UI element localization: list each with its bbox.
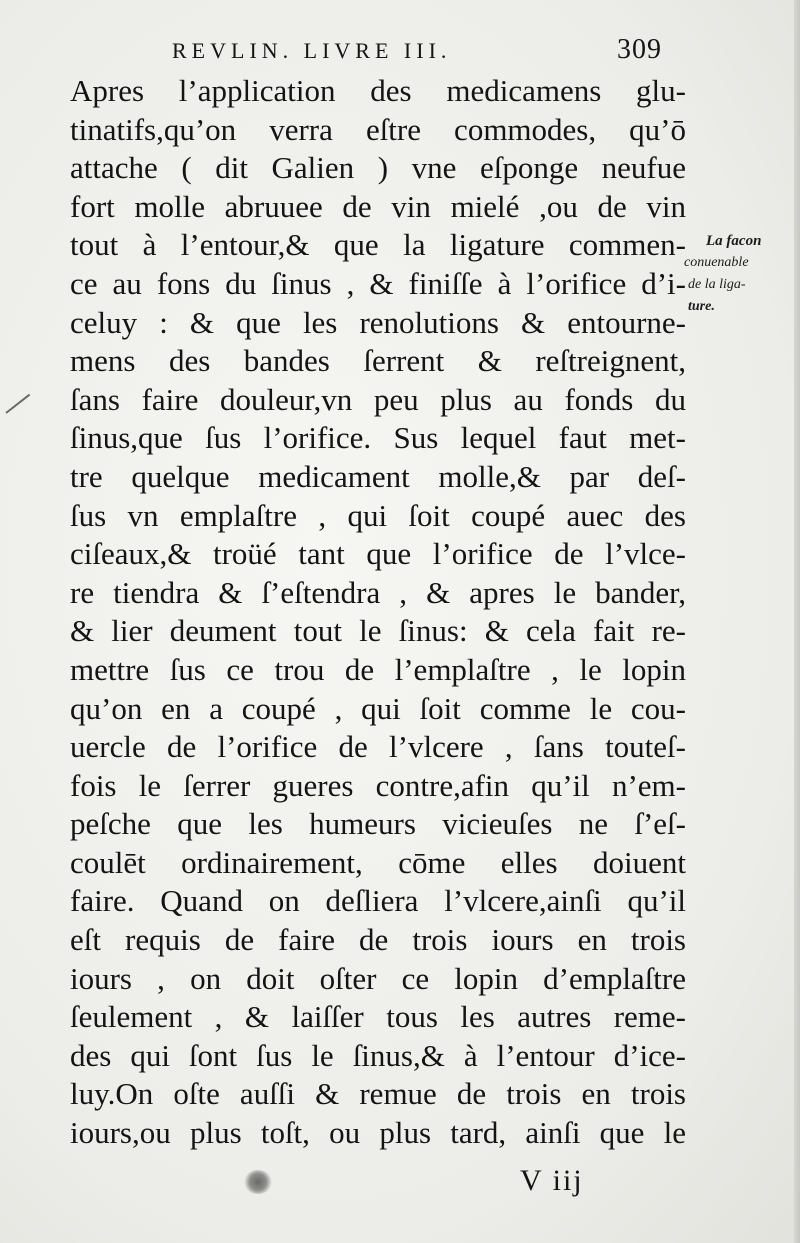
page-edge xyxy=(794,0,800,1243)
text-line: iours , on doit oſter ce lopin d’emplaſtre xyxy=(70,960,686,996)
text-line: coulēt ordinairement, cōme elles doiuent xyxy=(70,844,686,880)
text-line: ce au fons du ſinus , & finiſſe à l’orifice d’i- xyxy=(70,265,686,301)
text-line: iours,ou plus toſt, ou plus tard, ainſi que le xyxy=(70,1115,686,1151)
text-line: attache ( dit Galien ) vne eſponge neufue xyxy=(70,150,686,186)
text-line: mettre ſus ce trou de l’emplaſtre , le lopin xyxy=(70,651,686,687)
text-line: peſche que les humeurs vicieuſes ne ſ’eſ- xyxy=(70,806,686,842)
text-line: re tiendra & ſ’eſtendra , & apres le bander, xyxy=(70,574,686,610)
page-number: 309 xyxy=(617,34,662,65)
ink-smudge xyxy=(244,1170,272,1194)
text-line: fort molle abruuee de vin mielé ,ou de vin xyxy=(70,188,686,224)
text-line: celuy : & que les renolutions & entourne- xyxy=(70,304,686,340)
text-line: faire. Quand on deſliera l’vlcere,ainſi qu’il xyxy=(70,883,686,919)
text-line: fois le ſerrer gueres contre,afin qu’il n’em- xyxy=(70,767,686,803)
text-line: qu’on en a coupé , qui ſoit comme le cou- xyxy=(70,690,686,726)
text-line: ſans faire douleur,vn peu plus au fonds du xyxy=(70,381,686,417)
text-line: des qui ſont ſus le ſinus,& à l’entour d’ice- xyxy=(70,1037,686,1073)
text-line: eſt requis de faire de trois iours en trois xyxy=(70,922,686,958)
margin-note-line: ture. xyxy=(688,299,715,314)
margin-note-line: de la liga- xyxy=(688,277,746,292)
margin-note-line: conuenable xyxy=(684,255,749,270)
text-line: tre quelque medicament molle,& par deſ- xyxy=(70,458,686,494)
page-header xyxy=(172,34,692,68)
text-line: ciſeaux,& troüé tant que l’orifice de l’vlce- xyxy=(70,536,686,572)
text-line: luy.On oſte auſſi & remue de trois en trois xyxy=(70,1076,686,1112)
margin-note-line: La facon xyxy=(706,233,762,249)
ink-stroke xyxy=(5,394,30,414)
text-line: & lier deument tout le ſinus: & cela fait re- xyxy=(70,613,686,649)
text-line: ſinus,que ſus l’orifice. Sus lequel faut met- xyxy=(70,420,686,456)
text-line: tinatifs,qu’on verra eſtre commodes, qu’ō xyxy=(70,111,686,147)
text-line: tout à l’entour,& que la ligature commen- xyxy=(70,227,686,263)
margin-note xyxy=(684,230,790,318)
text-line: Apres l’application des medicamens glu- xyxy=(70,73,686,108)
text-line: ſeulement , & laiſſer tous les autres reme- xyxy=(70,999,686,1035)
text-line: ſus vn emplaſtre , qui ſoit coupé auec des xyxy=(70,497,686,533)
text-line: uercle de l’orifice de l’vlcere , ſans touteſ- xyxy=(70,729,686,765)
text-line: mens des bandes ſerrent & reſtreignent, xyxy=(70,343,686,379)
body-text xyxy=(70,72,686,1153)
running-title: REVLIN. LIVRE III. xyxy=(172,38,452,63)
signature-mark: V iij xyxy=(520,1164,584,1197)
